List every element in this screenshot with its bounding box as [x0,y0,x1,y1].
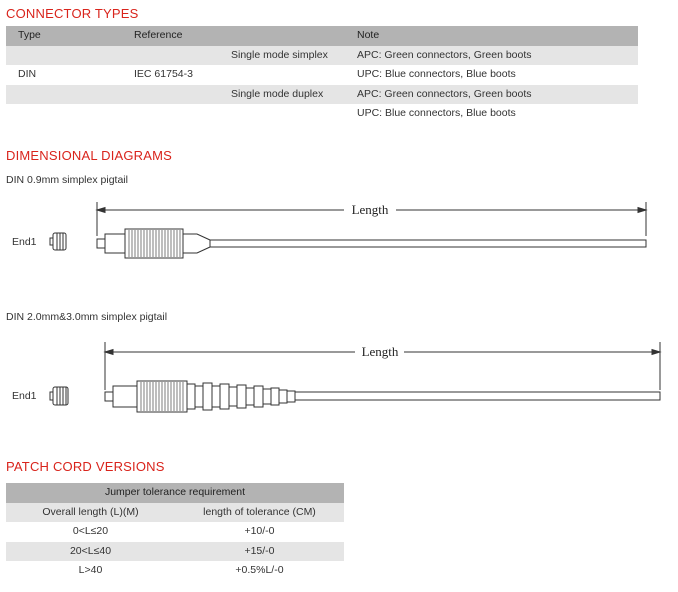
diagram-2-caption: DIN 2.0mm&3.0mm simplex pigtail [6,311,168,323]
header-note: Note [357,29,380,41]
cell-type: DIN [18,68,37,80]
table-row [6,46,638,66]
cell-note: APC: Green connectors, Green boots [357,48,532,61]
table-row [6,65,638,85]
dimensional-diagrams-title: DIMENSIONAL DIAGRAMS [6,148,173,163]
cell-tolerance: +0.5%L/-0 [235,564,284,576]
diagram-1-length-label: Length [351,202,389,217]
table-row [6,561,344,581]
diagram-1-drawing [0,196,678,266]
header-overall-length: Overall length (L)(M) [42,505,139,518]
cell-note: UPC: Blue connectors, Blue boots [357,107,516,119]
table-header-row [6,26,638,46]
diagram-2-end-label: End1 [12,390,37,402]
connector-types-title: CONNECTOR TYPES [6,6,139,21]
table-row [6,104,638,124]
diagram-2-length-label: Length [361,344,399,359]
cell-mode: Single mode duplex [231,87,324,100]
table-row [6,522,344,542]
diagram-1-end-label: End1 [12,236,37,248]
header-type: Type [18,29,41,41]
table-row [6,542,344,562]
cell-note: APC: Green connectors, Green boots [357,87,532,100]
connector-types-table [6,26,638,124]
cell-length: L>40 [78,564,103,576]
cell-tolerance: +10/-0 [244,525,275,537]
cell-mode: Single mode simplex [231,48,328,61]
header-tolerance: length of tolerance (CM) [203,505,316,518]
cell-note: UPC: Blue connectors, Blue boots [357,68,516,80]
diagram-2-drawing [0,336,678,416]
header-reference: Reference [134,29,183,41]
table-title-row: Jumper tolerance requirement [6,483,344,503]
cell-reference: IEC 61754-3 [134,68,193,80]
table-header-row [6,503,344,523]
patch-cord-table [6,483,344,581]
table-row [6,85,638,105]
cell-length: 0<L≤20 [72,525,109,537]
cell-tolerance: +15/-0 [244,544,275,557]
patch-cord-title: PATCH CORD VERSIONS [6,459,165,474]
diagram-1-caption: DIN 0.9mm simplex pigtail [6,174,128,186]
cell-length: 20<L≤40 [69,544,112,557]
